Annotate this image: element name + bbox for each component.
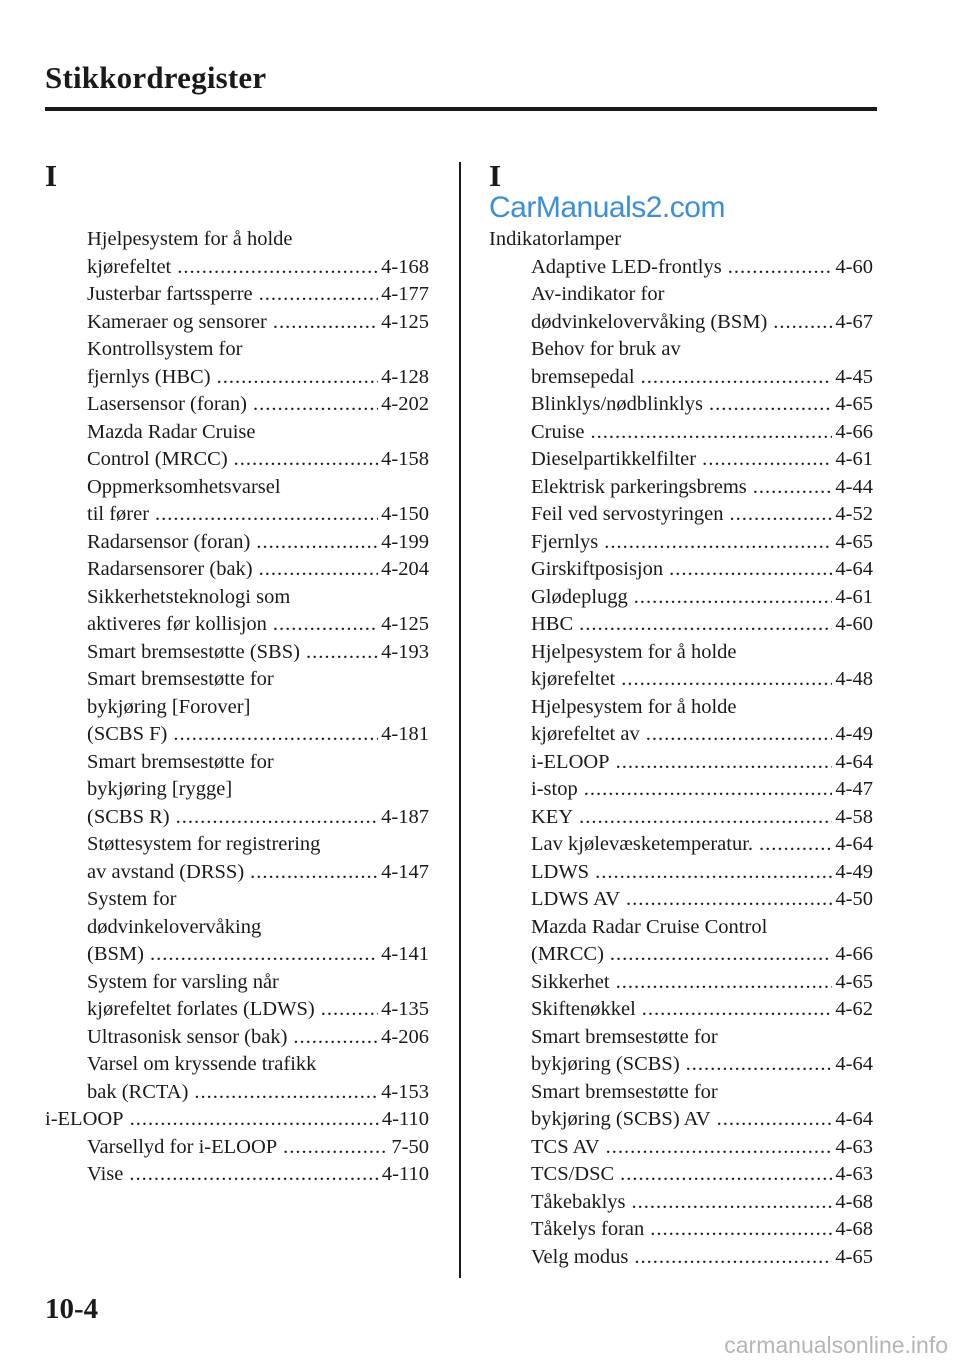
index-entry-text: Kameraer og sensorer [87, 310, 267, 333]
dot-leader [595, 859, 832, 887]
index-entry-page: 4-63 [835, 1163, 873, 1185]
index-entry-text: til fører [87, 503, 150, 525]
index-entry-page: 4-66 [835, 420, 873, 443]
index-entry-page: 4-67 [835, 310, 873, 333]
index-entry-text: dødvinkelovervåking [87, 915, 262, 938]
dot-leader [634, 584, 833, 612]
dot-leader [306, 639, 378, 667]
dot-leader [150, 941, 378, 969]
index-entry [45, 474, 429, 502]
index-entry [489, 804, 873, 832]
index-entry [489, 749, 873, 777]
index-entry [489, 501, 873, 529]
index-entry-page: 4-49 [835, 723, 873, 745]
index-entry-page: 4-58 [835, 805, 873, 828]
dot-leader [669, 556, 832, 584]
index-entry [45, 804, 429, 832]
index-entry-text: LDWS AV [531, 888, 621, 910]
dot-leader [173, 721, 378, 749]
index-entry [489, 886, 873, 914]
index-entry [489, 226, 873, 254]
index-entry-text: fjernlys (HBC) [87, 365, 211, 388]
dot-leader [616, 749, 833, 777]
index-entry [489, 969, 873, 997]
index-entry-text: HBC [531, 613, 574, 635]
index-entry [489, 611, 873, 639]
index-entry [489, 1161, 873, 1189]
index-entry-text: (BSM) [87, 943, 144, 965]
index-entry-text: Sikkerhetsteknologi som [87, 585, 291, 608]
index-entry [45, 529, 429, 557]
index-entry-text: bak (RCTA) [87, 1080, 189, 1103]
dot-leader [177, 254, 378, 282]
dot-leader [616, 969, 833, 997]
index-entry-text: Smart bremsestøtte for [531, 1025, 718, 1048]
dot-leader [194, 1079, 378, 1107]
index-entry [45, 501, 429, 529]
index-entry-text: Elektrisk parkeringsbrems [531, 475, 747, 498]
index-entry-text: Skiftenøkkel [531, 998, 636, 1020]
index-entry-page: 4-60 [835, 255, 873, 278]
dot-leader [610, 941, 833, 969]
index-entry-text: i-ELOOP [45, 1108, 124, 1130]
index-entry-page: 4-125 [381, 613, 429, 635]
index-entry-page: 4-61 [835, 448, 873, 470]
index-entry-page: 4-52 [835, 503, 873, 525]
column-divider [459, 162, 461, 1278]
index-entry [489, 666, 873, 694]
index-entry [45, 721, 429, 749]
index-entry-text: Hjelpesystem for å holde [531, 695, 737, 718]
index-entry-text: Lav kjølevæsketemperatur. [531, 833, 754, 855]
index-entry [489, 1079, 873, 1107]
index-entry [45, 859, 429, 887]
dot-leader [253, 391, 378, 419]
index-entry [45, 419, 429, 447]
dot-leader [728, 254, 833, 282]
index-entry [489, 776, 873, 804]
index-entry-text: bykjøring [Forover] [87, 695, 251, 718]
index-entry-page: 4-47 [835, 778, 873, 800]
dot-leader [709, 391, 832, 419]
index-entry-text: i-stop [531, 778, 578, 800]
index-entry [489, 419, 873, 447]
index-entry-text: Girskiftposisjon [531, 558, 664, 580]
index-entry [489, 1051, 873, 1079]
index-entry-page: 4-193 [381, 640, 429, 663]
index-entry [489, 1134, 873, 1162]
index-entry [45, 1024, 429, 1052]
dot-leader [584, 776, 833, 804]
index-entry-text: TCS AV [531, 1135, 600, 1158]
dot-leader [642, 996, 833, 1024]
index-entry-text: i-ELOOP [531, 750, 610, 773]
index-entry-text: Av-indikator for [531, 283, 665, 305]
index-entry [489, 584, 873, 612]
index-entry-page: 4-48 [835, 668, 873, 690]
index-entry-page: 4-61 [835, 585, 873, 608]
index-entry-text: kjørefeltet av [531, 723, 640, 745]
dot-leader [626, 886, 832, 914]
dot-leader [641, 364, 833, 392]
index-entry-page: 4-150 [381, 503, 429, 525]
dot-leader [606, 1134, 833, 1162]
index-entry-text: Control (MRCC) [87, 448, 228, 470]
index-entry-page: 4-153 [381, 1080, 429, 1103]
index-entry-text: bykjøring [rygge] [87, 778, 233, 800]
index-entry-page: 4-68 [835, 1190, 873, 1213]
section-spacer [45, 196, 429, 226]
index-entry-text: Indikatorlamper [489, 228, 622, 250]
index-list-left [45, 226, 429, 1189]
index-entry-text: Smart bremsestøtte for [87, 750, 274, 773]
index-entry-page: 4-64 [835, 750, 873, 773]
index-entry-page: 4-204 [381, 558, 429, 580]
index-entry-page: 4-177 [381, 283, 429, 305]
index-entry-page: 4-64 [835, 1108, 873, 1130]
index-entry-text: kjørefeltet [531, 668, 616, 690]
index-entry [45, 776, 429, 804]
index-entry [45, 309, 429, 337]
index-entry-text: Smart bremsestøtte for [87, 668, 274, 690]
dot-leader [604, 529, 832, 557]
index-entry-text: (SCBS F) [87, 723, 168, 745]
index-entry [489, 1024, 873, 1052]
index-entry [489, 694, 873, 722]
index-entry [489, 1189, 873, 1217]
index-column-left [45, 150, 429, 1189]
index-entry [45, 1106, 429, 1134]
dot-leader [753, 474, 833, 502]
index-entry-page: 4-65 [835, 393, 873, 415]
dot-leader [234, 446, 379, 474]
index-entry-text: Kontrollsystem for [87, 338, 243, 360]
dot-leader [217, 364, 379, 392]
index-entry-page: 4-168 [381, 255, 429, 278]
index-entry-page: 4-141 [381, 943, 429, 965]
header-rule [45, 107, 877, 111]
index-entry-text: Lasersensor (foran) [87, 393, 247, 415]
index-entry-text: Sikkerhet [531, 970, 610, 993]
index-entry [45, 969, 429, 997]
index-entry-page: 4-199 [381, 530, 429, 553]
index-entry-text: bremsepedal [531, 365, 635, 388]
index-entry [45, 336, 429, 364]
index-entry [45, 254, 429, 282]
index-entry-text: av avstand (DRSS) [87, 860, 245, 883]
index-entry [489, 996, 873, 1024]
dot-leader [773, 309, 832, 337]
index-entry-text: Velg modus [531, 1245, 629, 1268]
index-entry [489, 1216, 873, 1244]
page-header-title: Stikkordregister [45, 60, 267, 95]
index-entry-page: 4-68 [835, 1218, 873, 1240]
index-entry-page: 4-60 [835, 613, 873, 635]
index-entry [489, 391, 873, 419]
dot-leader [155, 501, 378, 529]
dot-leader [632, 1189, 833, 1217]
index-entry-text: Varsellyd for i-ELOOP [87, 1135, 278, 1158]
dot-leader [130, 1106, 379, 1134]
index-entry-text: bykjøring (SCBS) AV [531, 1108, 711, 1130]
dot-leader [259, 556, 379, 584]
index-entry-page: 7-50 [391, 1135, 429, 1158]
index-entry-page: 4-181 [381, 723, 429, 745]
index-entry [489, 281, 873, 309]
index-entry-page: 4-65 [835, 1245, 873, 1268]
index-entry [489, 309, 873, 337]
index-entry-page: 4-206 [381, 1025, 429, 1048]
index-list-right [489, 226, 873, 1271]
section-letter: I [489, 158, 502, 193]
index-entry-page: 4-110 [381, 1163, 429, 1185]
index-entry-text: LDWS [531, 860, 590, 883]
dot-leader [273, 611, 378, 639]
index-entry [489, 914, 873, 942]
index-entry [45, 364, 429, 392]
index-entry-text: (MRCC) [531, 943, 604, 965]
index-entry-text: kjørefeltet [87, 255, 172, 278]
index-entry-text: Justerbar fartssperre [87, 283, 253, 305]
index-entry-page: 4-187 [381, 805, 429, 828]
index-entry-page: 4-135 [381, 998, 429, 1020]
dot-leader [259, 281, 379, 309]
index-column-right [489, 150, 873, 1271]
dot-leader [579, 804, 832, 832]
index-entry-text: Støttesystem for registrering [87, 833, 321, 855]
dot-leader [686, 1051, 833, 1079]
index-entry [489, 556, 873, 584]
footer-site-watermark: carmanualsonline.info [724, 1332, 948, 1358]
index-entry [489, 1106, 873, 1134]
index-entry-page: 4-64 [835, 833, 873, 855]
index-entry-page: 4-64 [835, 1053, 873, 1075]
dot-leader [717, 1106, 833, 1134]
dot-leader [650, 1216, 832, 1244]
page-number: 10-4 [45, 1293, 99, 1325]
index-entry-page: 4-125 [381, 310, 429, 333]
index-entry [489, 1244, 873, 1272]
index-entry-text: (SCBS R) [87, 805, 170, 828]
index-entry-page: 4-128 [381, 365, 429, 388]
dot-leader [620, 1161, 832, 1189]
watermark-logo: CarManuals2.com [489, 191, 725, 224]
index-entry-text: Tåkelys foran [531, 1218, 645, 1240]
index-entry [45, 941, 429, 969]
index-entry-text: Tåkebaklys [531, 1190, 626, 1213]
index-entry [489, 831, 873, 859]
index-entry-page: 4-110 [381, 1108, 429, 1130]
index-entry-page: 4-64 [835, 558, 873, 580]
dot-leader [293, 1024, 378, 1052]
dot-leader [250, 859, 378, 887]
index-entry-text: System for varsling når [87, 970, 279, 993]
index-entry-text: kjørefeltet forlates (LDWS) [87, 998, 315, 1020]
index-entry-text: dødvinkelovervåking (BSM) [531, 310, 768, 333]
index-entry-text: Dieselpartikkelfilter [531, 448, 697, 470]
index-entry-page: 4-44 [835, 475, 873, 498]
index-entry [489, 941, 873, 969]
index-entry [45, 639, 429, 667]
dot-leader [702, 446, 832, 474]
index-entry-text: Mazda Radar Cruise Control [531, 915, 768, 938]
index-entry [45, 914, 429, 942]
index-entry-text: KEY [531, 805, 574, 828]
index-entry-text: bykjøring (SCBS) [531, 1053, 680, 1075]
index-entry [45, 611, 429, 639]
dot-leader [256, 529, 378, 557]
section-letter: I [45, 158, 58, 193]
index-entry-text: Adaptive LED-frontlys [531, 255, 722, 278]
index-entry [45, 226, 429, 254]
index-entry [45, 996, 429, 1024]
index-entry [489, 474, 873, 502]
dot-leader [283, 1134, 388, 1162]
index-entry [489, 721, 873, 749]
index-entry [45, 1161, 429, 1189]
index-entry [45, 886, 429, 914]
index-entry-page: 4-158 [381, 448, 429, 470]
index-entry [45, 694, 429, 722]
index-entry-text: Mazda Radar Cruise [87, 420, 256, 443]
index-entry-text: Feil ved servostyringen [531, 503, 724, 525]
dot-leader [621, 666, 832, 694]
index-entry-page: 4-65 [835, 530, 873, 553]
index-entry-text: Radarsensor (foran) [87, 530, 251, 553]
index-entry-page: 4-45 [835, 365, 873, 388]
dot-leader [759, 831, 832, 859]
index-entry [45, 1051, 429, 1079]
index-entry-text: Smart bremsestøtte (SBS) [87, 640, 300, 663]
index-entry-text: aktiveres før kollisjon [87, 613, 267, 635]
dot-leader [646, 721, 833, 749]
index-entry-text: Blinklys/nødblinklys [531, 393, 703, 415]
index-entry-page: 4-63 [835, 1135, 873, 1158]
dot-leader [273, 309, 378, 337]
index-entry [489, 336, 873, 364]
index-entry-text: Vise [87, 1163, 124, 1185]
index-entry [489, 446, 873, 474]
index-entry-page: 4-65 [835, 970, 873, 993]
index-entry [45, 556, 429, 584]
index-entry [489, 254, 873, 282]
index-entry [489, 639, 873, 667]
index-entry-text: TCS/DSC [531, 1163, 615, 1185]
index-entry [45, 584, 429, 612]
dot-leader [176, 804, 379, 832]
dot-leader [634, 1244, 832, 1272]
index-entry-text: Cruise [531, 420, 585, 443]
index-entry [489, 364, 873, 392]
index-entry-page: 4-202 [381, 393, 429, 415]
index-entry [489, 529, 873, 557]
index-entry [489, 859, 873, 887]
index-entry-page: 4-62 [835, 998, 873, 1020]
index-entry [45, 1079, 429, 1107]
index-entry-text: Ultrasonisk sensor (bak) [87, 1025, 288, 1048]
index-entry [45, 281, 429, 309]
index-entry-text: Smart bremsestøtte for [531, 1080, 718, 1103]
index-entry [45, 831, 429, 859]
index-entry-text: Glødeplugg [531, 585, 628, 608]
index-entry [45, 391, 429, 419]
index-entry [45, 749, 429, 777]
index-entry-text: Hjelpesystem for å holde [531, 640, 737, 663]
dot-leader [579, 611, 832, 639]
dot-leader [129, 1161, 379, 1189]
index-entry-page: 4-147 [381, 860, 429, 883]
index-entry-text: Radarsensorer (bak) [87, 558, 253, 580]
index-entry [45, 666, 429, 694]
dot-leader [591, 419, 833, 447]
index-entry [45, 1134, 429, 1162]
index-entry-page: 4-49 [835, 860, 873, 883]
index-entry-text: Behov for bruk av [531, 338, 681, 360]
dot-leader [321, 996, 378, 1024]
index-entry-page: 4-66 [835, 943, 873, 965]
index-entry-text: Hjelpesystem for å holde [87, 228, 293, 250]
dot-leader [729, 501, 832, 529]
index-entry [45, 446, 429, 474]
index-entry-page: 4-50 [835, 888, 873, 910]
index-entry-text: Oppmerksomhetsvarsel [87, 475, 281, 498]
index-entry-text: Fjernlys [531, 530, 599, 553]
index-entry-text: System for [87, 888, 177, 910]
index-entry-text: Varsel om kryssende trafikk [87, 1053, 317, 1075]
